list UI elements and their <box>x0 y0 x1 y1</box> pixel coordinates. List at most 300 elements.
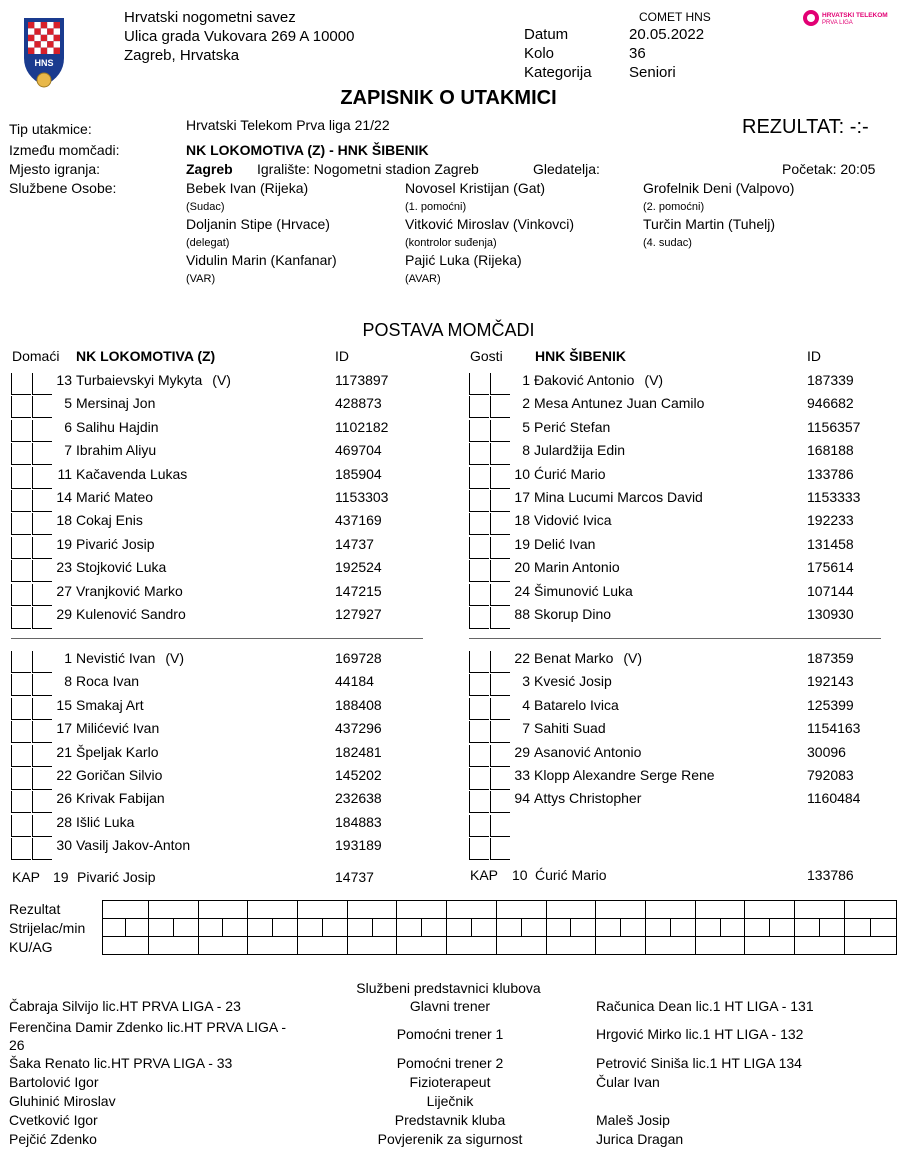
rep-role: Pomoćni trener 2 <box>396 1055 504 1071</box>
home-mark-box <box>32 791 52 813</box>
away-player-name: Vidović Ivica <box>534 512 612 529</box>
home-player-id: 147215 <box>335 582 382 599</box>
home-player-no: 1 <box>64 650 72 666</box>
home-player-no: 5 <box>64 395 72 412</box>
away-mark-box <box>490 396 510 418</box>
away-mark-box <box>469 768 489 790</box>
away-player-id: 131458 <box>807 535 854 552</box>
home-player-name: Vranjković Marko <box>76 582 183 599</box>
home-player-no: 22 <box>56 767 72 783</box>
away-player-name: Batarelo Ivica <box>534 696 619 713</box>
results-cell <box>770 919 795 937</box>
away-player-name: Kvesić Josip <box>534 673 612 690</box>
home-player-no: 8 <box>64 673 72 690</box>
away-player-id: 107144 <box>807 582 854 599</box>
away-mark-box <box>490 537 510 559</box>
meta-kolo-label: Kolo <box>524 45 555 62</box>
away-player-name: Delić Ivan <box>534 535 596 552</box>
away-kap-id: 133786 <box>807 867 854 883</box>
home-mark-box <box>32 768 52 790</box>
sluzbene-label: Službene Osobe: <box>9 180 117 196</box>
away-mark-box <box>490 373 510 395</box>
home-mark-box <box>11 584 31 606</box>
results-cell <box>322 919 347 937</box>
away-mark-box <box>490 721 510 743</box>
away-mark-box <box>469 838 489 860</box>
results-cell <box>148 937 198 955</box>
home-mark-box <box>11 838 31 860</box>
results-cell <box>844 901 896 919</box>
home-player-name: Kulenović Sandro <box>76 606 186 622</box>
results-cell <box>521 919 546 937</box>
away-mark-box <box>469 651 489 673</box>
home-mark-box <box>11 490 31 512</box>
official-role: (2. pomoćni) <box>643 201 705 213</box>
home-player-name: Vasilj Jakov-Anton <box>76 837 191 854</box>
away-player-id: 192233 <box>807 512 854 529</box>
results-cell <box>223 919 248 937</box>
meta-datum-value: 20.05.2022 <box>629 26 705 43</box>
home-player-name: Roca Ivan <box>76 673 140 690</box>
away-player-name-text: Đaković Antonio <box>534 372 635 388</box>
results-row <box>103 937 897 955</box>
results-cell <box>795 901 845 919</box>
away-team-name: HNK ŠIBENIK <box>535 348 627 364</box>
away-player-name: Perić Stefan <box>534 418 611 435</box>
away-player-no: 20 <box>514 559 530 576</box>
away-player-no: 1 <box>522 372 530 388</box>
away-player-id: 1156357 <box>807 418 861 435</box>
results-cell <box>372 919 397 937</box>
official-role: (AVAR) <box>405 273 441 285</box>
away-player-no: 88 <box>514 606 530 622</box>
official-role: (4. sudac) <box>643 237 692 249</box>
away-mark-box <box>469 373 489 395</box>
tip-label: Tip utakmice: <box>9 121 92 137</box>
away-mark-box <box>490 815 510 837</box>
away-player-no: 4 <box>522 696 530 713</box>
results-cell <box>273 919 298 937</box>
rep-role: Predstavnik kluba <box>394 1112 506 1128</box>
away-kap-no: 10 <box>512 867 528 883</box>
results-cell <box>745 919 770 937</box>
away-player-no: 18 <box>514 512 530 529</box>
home-player-no: 14 <box>56 489 72 505</box>
home-player-name: Smakaj Art <box>76 696 144 713</box>
results-cell <box>695 901 745 919</box>
home-player-no: 26 <box>56 790 72 807</box>
home-mark-box <box>32 584 52 606</box>
results-cell <box>870 919 896 937</box>
home-player-tag: (V) <box>212 372 231 388</box>
home-mark-box <box>11 420 31 442</box>
away-player-name: Marin Antonio <box>534 559 620 576</box>
hns-logo-text: HNS <box>34 58 54 68</box>
home-player-name: Krivak Fabijan <box>76 790 165 807</box>
results-cell <box>198 901 248 919</box>
home-rep: Gluhinić Miroslav <box>9 1093 116 1109</box>
results-cell <box>173 919 198 937</box>
home-team-name: NK LOKOMOTIVA (Z) <box>76 348 216 364</box>
away-rep: Jurica Dragan <box>596 1131 684 1147</box>
home-mark-box <box>32 490 52 512</box>
meta-kolo-value: 36 <box>629 45 646 62</box>
home-player-no: 21 <box>56 743 72 760</box>
away-kap-label: KAP <box>470 867 499 883</box>
results-cell <box>298 937 348 955</box>
home-player-name: Cokaj Enis <box>76 512 143 529</box>
official-role: (1. pomoćni) <box>405 201 467 213</box>
results-cell <box>596 937 646 955</box>
away-player-id: 168188 <box>807 442 854 459</box>
home-mark-box <box>32 721 52 743</box>
away-player-id: 187359 <box>807 650 854 666</box>
home-rep: Šaka Renato lic.HT PRVA LIGA - 33 <box>9 1055 233 1071</box>
away-player-name: Šimunović Luka <box>534 582 633 599</box>
home-player-no: 23 <box>56 559 72 576</box>
home-player-id: 1173897 <box>335 372 389 388</box>
official-name: Vidulin Marin (Kanfanar) <box>186 252 337 268</box>
home-mark-box <box>11 443 31 465</box>
hns-logo <box>20 14 68 92</box>
away-player-name-text: Benat Marko <box>534 650 614 666</box>
home-player-id: 437296 <box>335 720 382 737</box>
home-player-id: 127927 <box>335 606 382 622</box>
home-player-id: 469704 <box>335 442 382 459</box>
home-player-name: Milićević Ivan <box>76 720 160 737</box>
org-name: Hrvatski nogometni savez <box>124 9 296 26</box>
home-mark-box <box>32 443 52 465</box>
home-mark-box <box>32 607 52 629</box>
results-cell <box>447 919 472 937</box>
home-player-id: 192524 <box>335 559 382 576</box>
results-cell <box>347 919 372 937</box>
rep-role: Povjerenik za sigurnost <box>377 1131 523 1147</box>
home-player-name: Špeljak Karlo <box>76 743 159 760</box>
away-player-name <box>534 372 663 388</box>
izmedu-value: NK LOKOMOTIVA (Z) - HNK ŠIBENIK <box>186 142 429 158</box>
home-player-name: Pivarić Josip <box>76 535 155 552</box>
home-player-name-text: Nevistić Ivan <box>76 650 156 666</box>
away-rep: Hrgović Mirko lic.1 HT LIGA - 132 <box>596 1026 804 1042</box>
away-rep: Čular Ivan <box>596 1074 660 1090</box>
results-cell <box>646 919 671 937</box>
results-cell <box>248 901 298 919</box>
away-player-id: 792083 <box>807 767 854 783</box>
away-mark-box <box>469 674 489 696</box>
results-cell <box>546 937 596 955</box>
away-player-id: 130930 <box>807 606 854 622</box>
results-row <box>103 919 897 937</box>
away-player-no: 7 <box>522 720 530 737</box>
results-cell <box>546 919 571 937</box>
away-mark-box <box>469 745 489 767</box>
away-player-id: 30096 <box>807 743 846 760</box>
home-player-id: 188408 <box>335 696 382 713</box>
home-player-no: 28 <box>56 813 72 830</box>
away-rep: Petrović Siniša lic.1 HT LIGA 134 <box>596 1055 802 1071</box>
away-player-name: Ćurić Mario <box>534 465 606 482</box>
results-cell <box>670 919 695 937</box>
results-cell <box>621 919 646 937</box>
official-role: (VAR) <box>186 273 216 285</box>
home-kap-id: 14737 <box>335 869 374 885</box>
meta-kategorija-value: Seniori <box>629 64 676 81</box>
away-player-name: Klopp Alexandre Serge Rene <box>534 767 715 783</box>
home-mark-box <box>32 674 52 696</box>
home-kap-name: Pivarić Josip <box>77 869 156 885</box>
mjesto-label: Mjesto igranja: <box>9 161 101 177</box>
away-player-no: 8 <box>522 442 530 459</box>
results-cell <box>646 901 696 919</box>
home-kap-label: KAP <box>12 869 41 885</box>
org-address: Ulica grada Vukovara 269 A 10000 <box>124 28 355 45</box>
official-name: Turčin Martin (Tuhelj) <box>643 216 775 232</box>
home-mark-box <box>11 607 31 629</box>
away-mark-box <box>469 791 489 813</box>
away-mark-box <box>490 838 510 860</box>
home-mark-box <box>32 838 52 860</box>
results-cell <box>148 919 173 937</box>
away-side-label: Gosti <box>470 348 503 364</box>
igraliste: Igralište: Nogometni stadion Zagreb <box>257 161 479 177</box>
results-cell <box>596 901 646 919</box>
away-player-no: 17 <box>514 489 530 505</box>
home-mark-box <box>11 373 31 395</box>
home-mark-box <box>32 467 52 489</box>
away-mark-box <box>490 490 510 512</box>
official-name: Bebek Ivan (Rijeka) <box>186 180 309 196</box>
rep-role: Pomoćni trener 1 <box>396 1026 504 1042</box>
home-player-no: 27 <box>56 582 72 599</box>
official-name: Vitković Miroslav (Vinkovci) <box>405 216 575 232</box>
results-cell <box>646 937 696 955</box>
official-role: (delegat) <box>186 237 230 249</box>
ht-prva-liga-logo <box>802 7 892 29</box>
home-player-name: Išlić Luka <box>76 813 135 830</box>
home-player-no: 6 <box>64 418 72 435</box>
home-rep: Pejčić Zdenko <box>9 1131 97 1147</box>
away-mark-box <box>469 607 489 629</box>
home-rep: Bartolović Igor <box>9 1074 99 1090</box>
results-cell <box>596 919 621 937</box>
rep-role: Liječnik <box>426 1093 474 1109</box>
club-reps-title: Službeni predstavnici klubova <box>356 980 541 996</box>
page-title: ZAPISNIK O UTAKMICI <box>340 87 557 109</box>
tip-value: Hrvatski Telekom Prva liga 21/22 <box>186 117 390 133</box>
results-cell <box>397 901 447 919</box>
results-cell <box>447 901 497 919</box>
home-mark-box <box>11 396 31 418</box>
home-mark-box <box>32 420 52 442</box>
home-mark-box <box>32 651 52 673</box>
results-cell <box>397 919 422 937</box>
away-mark-box <box>469 815 489 837</box>
home-player-no: 13 <box>56 372 72 388</box>
away-player-no: 29 <box>514 743 530 760</box>
home-player-id: 428873 <box>335 395 382 412</box>
away-rep: Maleš Josip <box>596 1112 670 1128</box>
results-cell <box>347 937 397 955</box>
home-player-id: 145202 <box>335 767 382 783</box>
lineup-title: POSTAVA MOMČADI <box>362 320 535 340</box>
official-name: Doljanin Stipe (Hrvace) <box>186 216 330 232</box>
away-player-no: 19 <box>514 535 530 552</box>
away-player-name <box>534 650 642 666</box>
away-player-name: Attys Christopher <box>534 790 642 807</box>
home-rep: Ferenčina Damir Zdenko lic.HT PRVA LIGA - 26 <box>9 1019 286 1053</box>
away-mark-box <box>490 584 510 606</box>
away-player-name: Skorup Dino <box>534 606 612 622</box>
home-player-id: 193189 <box>335 837 382 854</box>
results-cell <box>422 919 447 937</box>
home-mark-box <box>11 513 31 535</box>
home-player-id: 232638 <box>335 790 382 807</box>
home-mark-box <box>11 745 31 767</box>
home-player-no: 17 <box>56 720 72 737</box>
home-mark-box <box>32 698 52 720</box>
results-cell <box>248 937 298 955</box>
away-mark-box <box>469 584 489 606</box>
away-mark-box <box>490 698 510 720</box>
home-player-no: 7 <box>64 442 72 459</box>
away-player-tag: (V) <box>644 372 664 388</box>
official-name: Grofelnik Deni (Valpovo) <box>643 180 795 196</box>
home-player-id: 182481 <box>335 743 382 760</box>
home-player-name <box>76 372 231 388</box>
away-mark-box <box>469 560 489 582</box>
home-player-id: 1102182 <box>335 418 389 435</box>
away-mark-box <box>490 674 510 696</box>
ht-logo-line2: PRVA LIGA <box>822 20 853 26</box>
away-mark-box <box>469 537 489 559</box>
results-cell <box>198 937 248 955</box>
results-cell <box>795 919 820 937</box>
official-role: (Sudac) <box>186 201 225 213</box>
results-cell <box>795 937 845 955</box>
away-mark-box <box>469 420 489 442</box>
home-player-name: Marić Mateo <box>76 489 154 505</box>
home-mark-box <box>32 513 52 535</box>
mjesto-city: Zagreb <box>186 161 233 177</box>
izmedu-label: Između momčadi: <box>9 142 120 158</box>
away-mark-box <box>490 443 510 465</box>
results-cell <box>148 901 198 919</box>
home-mark-box <box>11 698 31 720</box>
home-player-name-text: Turbaievskyi Mykyta <box>76 372 203 388</box>
home-player-id: 184883 <box>335 813 382 830</box>
away-player-id: 1154163 <box>807 720 861 737</box>
org-city: Zagreb, Hrvatska <box>124 47 240 64</box>
home-player-name: Ibrahim Aliyu <box>76 442 157 459</box>
home-mark-box <box>11 721 31 743</box>
away-kap-name: Ćurić Mario <box>535 867 607 883</box>
home-player-name: Mersinaj Jon <box>76 395 156 412</box>
away-mark-box <box>490 791 510 813</box>
away-player-no: 33 <box>514 767 530 783</box>
home-divider <box>11 638 423 639</box>
home-id-header: ID <box>335 348 349 364</box>
away-player-no: 3 <box>522 673 530 690</box>
home-player-no: 29 <box>56 606 72 622</box>
away-player-name: Mina Lucumi Marcos David <box>534 489 703 505</box>
results-cell <box>472 919 497 937</box>
away-player-no: 10 <box>514 465 530 482</box>
home-rep: Cvetković Igor <box>9 1112 98 1128</box>
home-player-name: Stojković Luka <box>76 559 167 576</box>
home-player-id: 44184 <box>335 673 374 690</box>
results-cell <box>248 919 273 937</box>
results-cell <box>347 901 397 919</box>
results-cell <box>103 937 149 955</box>
results-cell <box>695 937 745 955</box>
results-cell <box>496 919 521 937</box>
home-player-no: 11 <box>57 465 72 482</box>
away-player-no: 22 <box>514 650 530 666</box>
away-mark-box <box>490 467 510 489</box>
home-mark-box <box>11 768 31 790</box>
home-mark-box <box>11 467 31 489</box>
away-mark-box <box>490 420 510 442</box>
pocetak: Početak: 20:05 <box>782 161 876 177</box>
away-player-id: 125399 <box>807 696 854 713</box>
away-rep: Računica Dean lic.1 HT LIGA - 131 <box>596 998 814 1014</box>
home-mark-box <box>32 373 52 395</box>
home-player-id: 1153303 <box>335 489 389 505</box>
home-player-id: 185904 <box>335 465 382 482</box>
away-mark-box <box>469 443 489 465</box>
away-player-no: 2 <box>522 395 530 412</box>
home-player-no: 18 <box>56 512 72 529</box>
away-player-id: 192143 <box>807 673 854 690</box>
home-player-tag: (V) <box>165 650 185 666</box>
away-player-no: 24 <box>514 582 530 599</box>
home-player-id: 14737 <box>335 535 374 552</box>
meta-kategorija-label: Kategorija <box>524 64 592 81</box>
away-mark-box <box>469 513 489 535</box>
results-table <box>102 900 897 955</box>
results-cell <box>496 901 546 919</box>
results-cell <box>447 937 497 955</box>
results-cell <box>298 919 323 937</box>
results-cell <box>397 937 447 955</box>
home-mark-box <box>32 396 52 418</box>
results-cell <box>103 919 126 937</box>
rezultat: REZULTAT: -:- <box>742 116 869 138</box>
rep-role: Glavni trener <box>409 998 491 1014</box>
results-cell <box>298 901 348 919</box>
ht-logo-line1: HRVATSKI TELEKOM <box>822 12 888 19</box>
home-player-name: Goričan Silvio <box>76 767 163 783</box>
away-id-header: ID <box>807 348 821 364</box>
away-player-id: 1160484 <box>807 790 861 807</box>
results-cell <box>720 919 745 937</box>
away-player-id: 175614 <box>807 559 854 576</box>
away-mark-box <box>490 607 510 629</box>
official-role: (kontrolor suđenja) <box>405 237 497 249</box>
away-player-name: Sahiti Suad <box>534 720 606 737</box>
results-cell <box>844 937 896 955</box>
away-player-id: 946682 <box>807 395 854 412</box>
home-mark-box <box>32 745 52 767</box>
away-player-name: Mesa Antunez Juan Camilo <box>534 395 705 412</box>
home-player-name <box>76 650 184 666</box>
home-kap-no: 19 <box>53 869 69 885</box>
away-player-no: 94 <box>514 790 530 807</box>
home-mark-box <box>11 537 31 559</box>
away-player-id: 1153333 <box>807 489 861 505</box>
results-cell <box>198 919 223 937</box>
